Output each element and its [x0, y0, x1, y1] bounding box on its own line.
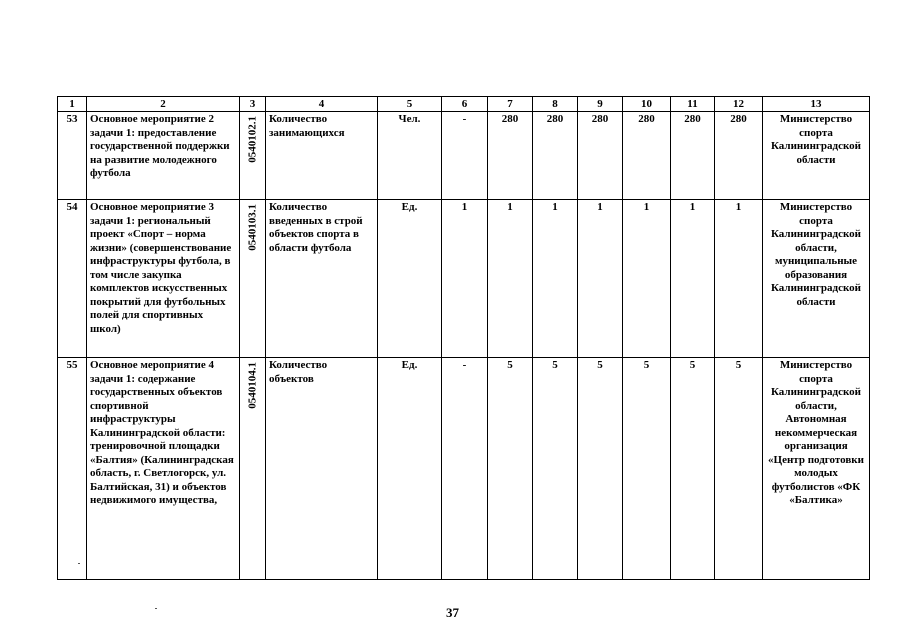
unit: Ед.	[378, 200, 442, 358]
header-cell: 3	[240, 97, 266, 112]
header-row	[58, 97, 870, 112]
indicator-name: Количество введенных в строй объектов спорта в области футбола	[266, 200, 378, 358]
header-cell: 12	[715, 97, 763, 112]
header-cell: 6	[442, 97, 488, 112]
unit: Ед.	[378, 358, 442, 580]
event-description: Основное мероприятие 2 задачи 1: предоставление государственной поддержки на развитие молодежного футбола	[87, 112, 240, 200]
header-cell: 9	[578, 97, 623, 112]
code-cell	[240, 200, 266, 358]
value-col-6: 1	[442, 200, 488, 358]
header-cell: 8	[533, 97, 578, 112]
header-cell: 10	[623, 97, 671, 112]
indicator-name: Количество объектов	[266, 358, 378, 580]
budget-code: 0540103.1	[245, 204, 258, 251]
value-col-12: 1	[715, 200, 763, 358]
value-col-9: 1	[578, 200, 623, 358]
value-col-12: 5	[715, 358, 763, 580]
value-col-8: 5	[533, 358, 578, 580]
value-col-11: 280	[671, 112, 715, 200]
header-cell: 7	[488, 97, 533, 112]
budget-code: 0540102.1	[245, 116, 258, 163]
code-cell	[240, 112, 266, 200]
executor: Министерство спорта Калининградской области, муниципальные образования Калининградской области	[763, 200, 870, 358]
row-number: 55	[58, 358, 87, 580]
indicator-name: Количество занимающихся	[266, 112, 378, 200]
value-col-10: 1	[623, 200, 671, 358]
value-col-9: 5	[578, 358, 623, 580]
row-number: 53	[58, 112, 87, 200]
value-col-8: 1	[533, 200, 578, 358]
value-col-11: 5	[671, 358, 715, 580]
value-col-10: 280	[623, 112, 671, 200]
header-cell: 11	[671, 97, 715, 112]
value-col-7: 280	[488, 112, 533, 200]
header-cell: 5	[378, 97, 442, 112]
executor: Министерство спорта Калининградской области	[763, 112, 870, 200]
header-cell: 1	[58, 97, 87, 112]
budget-code: 0540104.1	[245, 362, 258, 409]
table-row	[58, 358, 870, 580]
value-col-7: 5	[488, 358, 533, 580]
header-cell: 2	[87, 97, 240, 112]
value-col-7: 1	[488, 200, 533, 358]
value-col-11: 1	[671, 200, 715, 358]
event-description: Основное мероприятие 3 задачи 1: региональный проект «Спорт – норма жизни» (совершенствование инфраструктуры футбола, в том числе закупка комплектов искусственных покрытий для футбольных полей для спортивных школ)	[87, 200, 240, 358]
value-col-6: -	[442, 112, 488, 200]
value-col-6: -	[442, 358, 488, 580]
value-col-8: 280	[533, 112, 578, 200]
value-col-12: 280	[715, 112, 763, 200]
programme-table	[57, 96, 870, 580]
value-col-10: 5	[623, 358, 671, 580]
value-col-9: 280	[578, 112, 623, 200]
event-description: Основное мероприятие 4 задачи 1: содержание государственных объектов спортивной инфраструктуры Калининградской области: тренировочной площадки «Балтия» (Калининградская область, г. Светлогорск, ул. Балтийская, 31) и объектов недвижимого имущества,	[87, 358, 240, 580]
table-row	[58, 200, 870, 358]
table-row	[58, 112, 870, 200]
row-number: 54	[58, 200, 87, 358]
scan-speck	[78, 563, 80, 564]
executor: Министерство спорта Калининградской области, Автономная некоммерческая организация «Центр подготовки молодых футболистов «ФК «Балтика»	[763, 358, 870, 580]
header-cell: 13	[763, 97, 870, 112]
page-number: 37	[446, 605, 459, 620]
unit: Чел.	[378, 112, 442, 200]
code-cell	[240, 358, 266, 580]
header-cell: 4	[266, 97, 378, 112]
